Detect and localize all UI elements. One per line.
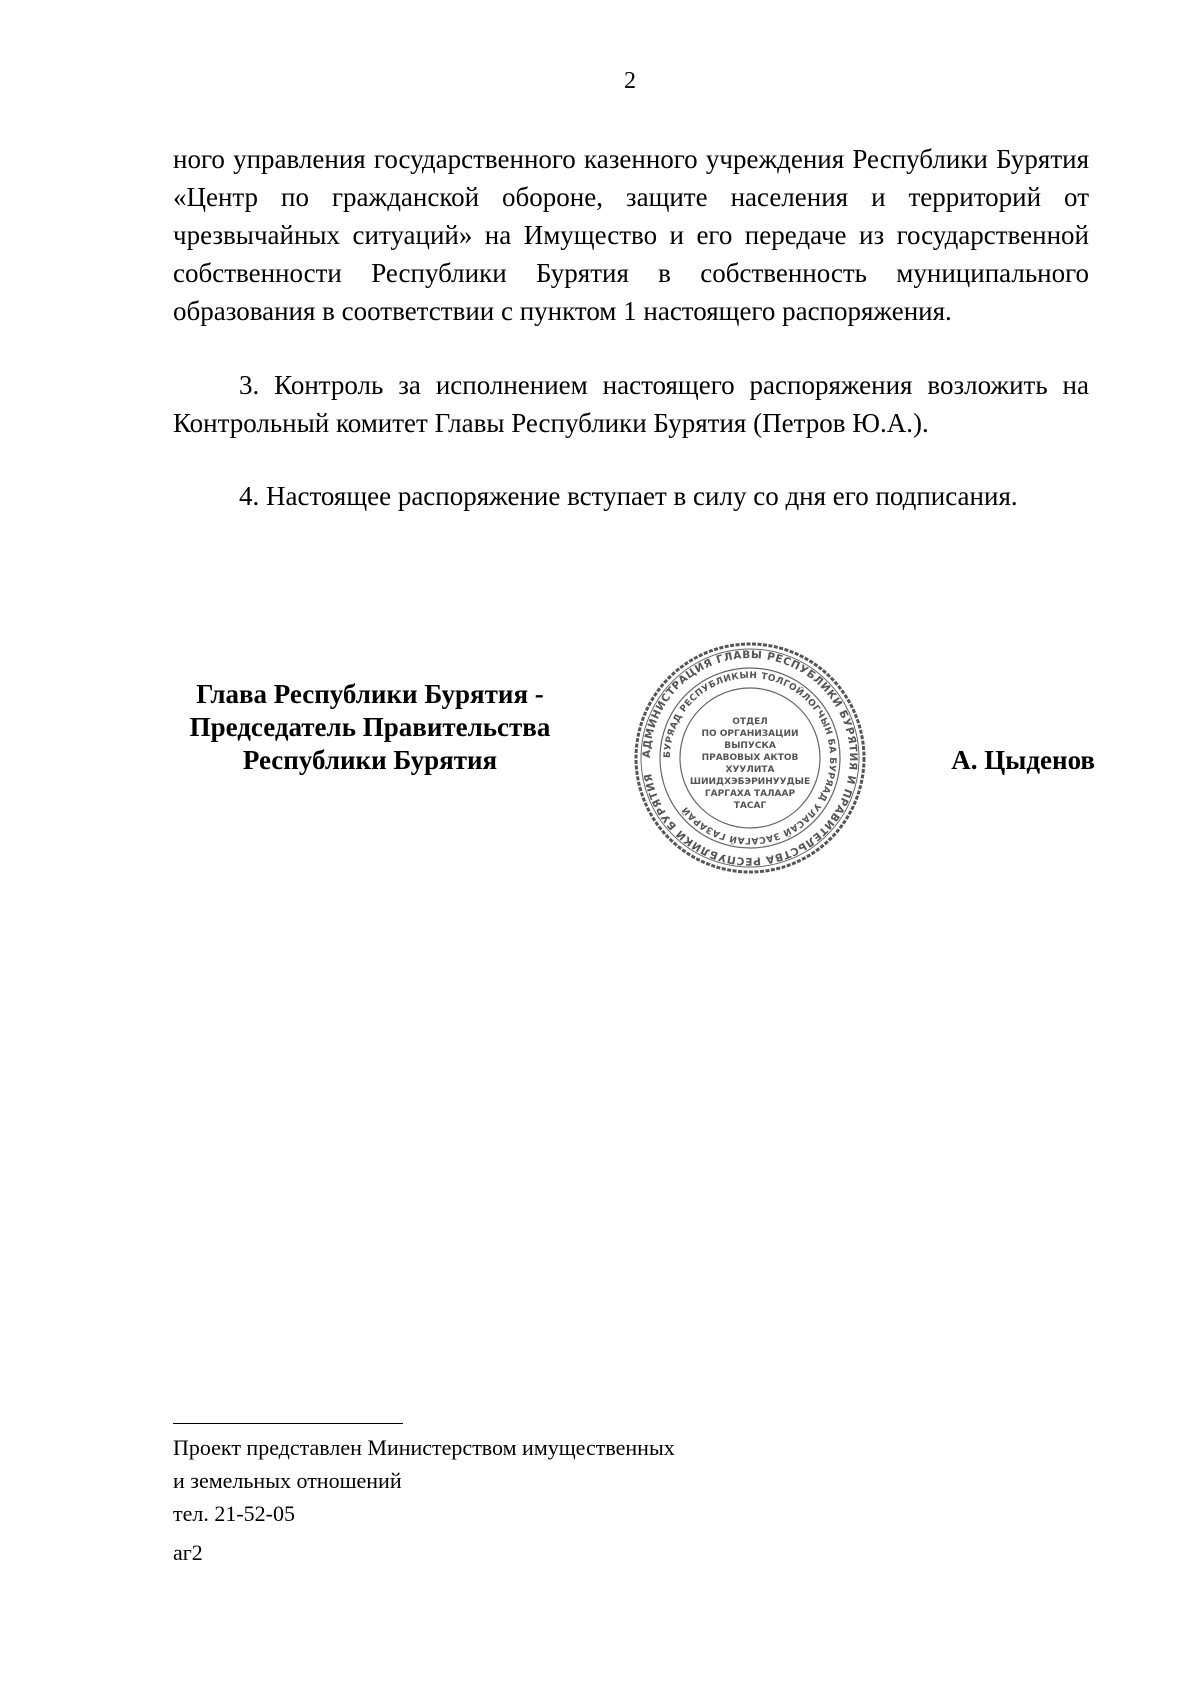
signatory-position-line: Председатель Правительства	[189, 712, 551, 742]
paragraph-continuation: ного управления государственного казенного учреждения Республики Бурятия «Центр по гражданской обороне, защите населения и территорий от чрезвычайных ситуаций» на Имущество и его передаче из государственной собственности Республики Бурятия в собственность муниципального образования в соответствии с пунктом 1 настоящего распоряжения.	[173, 144, 1089, 326]
seal-center-line: ШИИДХЭБЭРИНУУДЫЕ	[689, 777, 811, 787]
seal-center-line: ТАСАГ	[733, 801, 767, 811]
seal-inner-text-path: БУРЯАД РЕСПУБЛИКЫН ТОЛГОЙЛОГЧЫН БА БУРЯАД УЛАСАЙ ЗАСАГАЙ ГАЗАРАЙ	[662, 670, 838, 846]
footnote-line: тел. 21-52-05	[173, 1501, 296, 1526]
seal-outer-text-path: АДМИНИСТРАЦИЯ ГЛАВЫ РЕСПУБЛИКИ БУРЯТИЯ И ПРАВИТЕЛЬСТВА РЕСПУБЛИКИ БУРЯТИЯ	[640, 648, 860, 868]
seal-center-text	[690, 717, 810, 811]
reference-code: аг2	[173, 1540, 203, 1565]
seal-center-line: ХУУЛИТА	[725, 765, 775, 775]
footnote-divider	[173, 1423, 403, 1424]
official-seal	[630, 638, 870, 878]
page-number: 2	[624, 68, 636, 94]
seal-center-line: ГАРГАХА ТАЛААР	[704, 789, 796, 799]
paragraph-item-4: 4. Настоящее распоряжение вступает в силу со дня его подписания.	[239, 481, 1018, 511]
signatory-position-line: Глава Республики Бурятия -	[196, 679, 544, 709]
paragraph-item-3: 3. Контроль за исполнением настоящего распоряжения возложить на Контрольный комитет Главы Республики Бурятия (Петров Ю.А.).	[173, 370, 1089, 438]
seal-center-line: ОТДЕЛ	[732, 717, 768, 727]
signatory-name: А. Цыденов	[951, 745, 1095, 775]
seal-center-line: ПО ОРГАНИЗАЦИИ	[701, 729, 799, 739]
seal-center-line: ПРАВОВЫХ АКТОВ	[701, 753, 799, 763]
seal-center-line: ВЫПУСКА	[724, 741, 776, 751]
signatory-position-line: Республики Бурятия	[242, 745, 498, 775]
footnote-line: и земельных отношений	[173, 1468, 402, 1493]
footnote-line: Проект представлен Министерством имущественных	[173, 1435, 675, 1460]
footnote	[173, 1431, 675, 1530]
signatory-position	[160, 678, 580, 777]
